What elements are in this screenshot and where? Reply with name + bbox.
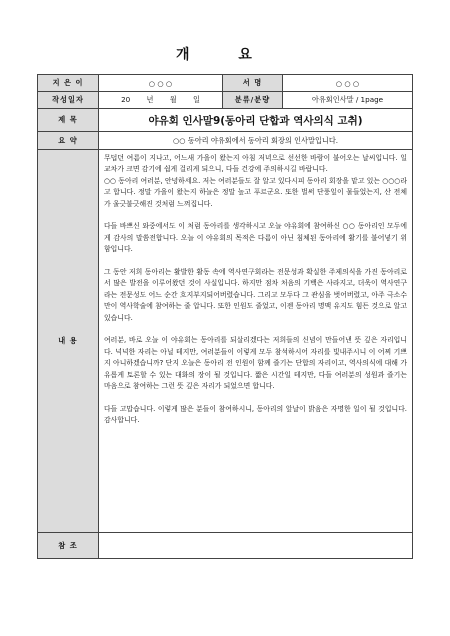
author-value: ○ ○ ○ [99,75,223,92]
date-value: 20 년 월 일 [99,92,223,109]
sign-label: 서 명 [223,75,283,92]
reference-value [99,533,413,559]
summary-label: 요 약 [38,132,99,150]
reference-label: 참 조 [38,533,99,559]
summary-row [38,132,413,150]
content-paragraph-3: 그 동안 저희 동아리는 활발한 활동 속에 역사연구회라는 전문성과 확실한 주제의식을 가진 동아리로서 많은 발전을 이루어왔던 것이 사실입니다. 하지만 점차 처음의 기백은 사라지고, 더욱이 역사연구라는 전문성도 어느 순간 흐지부지되어버렸습니다. 그리고 모두다 그 관심을 벗어버렸고, 아주 극소수만이 역사학술에 참여하는 줄 압니다. 또한 인원도 줄었고, 이젠 동아리 명맥 유지도 힘든 것으로 알고 있습니다. [104,268,407,322]
author-row [38,75,413,92]
content-row [38,150,413,533]
content-paragraph-5: 다들 고맙습니다. 이렇게 많은 분들이 참여하시니, 동아리의 앞날이 밝음은 자명한 일이 될 것입니다. 감사합니다. [104,404,407,425]
summary-table [37,74,413,559]
category-value: 아유회인사말 / 1page [283,92,413,109]
date-row [38,92,413,109]
content-paragraph-1: 무덥던 여름이 지나고, 어느새 가을이 왔는지 아침 저녁으로 선선한 바람이 불어오는 날씨입니다. 일교차가 크면 감기에 쉽게 걸리게 되으니, 다들 건강에 주의하시길 바랍니다. ○○ 동아리 여러분, 안녕하세요. 저는 여러분들도 잘 알고 있다시피 동아리 회장을 맡고 있는 ○○○라고 합니다. 정말 가을이 왔는지 하늘은 정말 높고 푸르군요. 또한 벌써 단풍잎이 물들었는지, 산 전체가 울긋불긋해진 것처럼 느껴집니다. [104,154,407,208]
subject-value: 야유회 인사말9(동아리 단합과 역사의식 고취) [99,109,413,132]
reference-row [38,533,413,559]
content-body [99,150,413,533]
date-label: 작성일자 [38,92,99,109]
category-label: 분류/분량 [223,92,283,109]
content-paragraph-4: 여러분, 바로 오늘 이 야유회는 동아리를 되살리겠다는 저희들의 신념이 만들어낸 뜻 깊은 자리입니다. 넉넉한 자리는 아닐 테지만, 여러분들이 이렇게 모두 참석하시어 자리를 빛내주시니 이 어찌 기쁘지 아니하겠습니까? 단지 오늘은 동아리 전 인원이 함께 즐기는 단합의 자리이고, 역사의식에 대해 가유롭게 토론할 수 있는 대화의 장이 될 것입니다. 짧은 시간일 테지만, 다들 여러분의 성원과 즐기는 마음으로 참여하는 그런 뜻 깊은 자리가 되었으면 합니다. [104,336,407,391]
subject-row [38,109,413,132]
summary-value: ○○ 동아리 야유회에서 동아리 회장의 인사말입니다. [99,132,413,150]
content-paragraph-2: 다들 바쁘신 와중에서도 이 처럼 동아리를 생각하시고 오늘 야유회에 참여하신 ○○ 동아리인 모두에게 감사의 말씀전합니다. 오늘 이 야유회의 목적은 다름이 아닌 침체된 동아리에 활기를 불어넣기 위함입니다. [104,222,407,254]
content-label: 내 용 [38,150,99,533]
document-title: 개 요 [176,47,274,63]
author-label: 지 은 이 [38,75,99,92]
subject-label: 제 목 [38,109,99,132]
sign-value: ○ ○ ○ [283,75,413,92]
